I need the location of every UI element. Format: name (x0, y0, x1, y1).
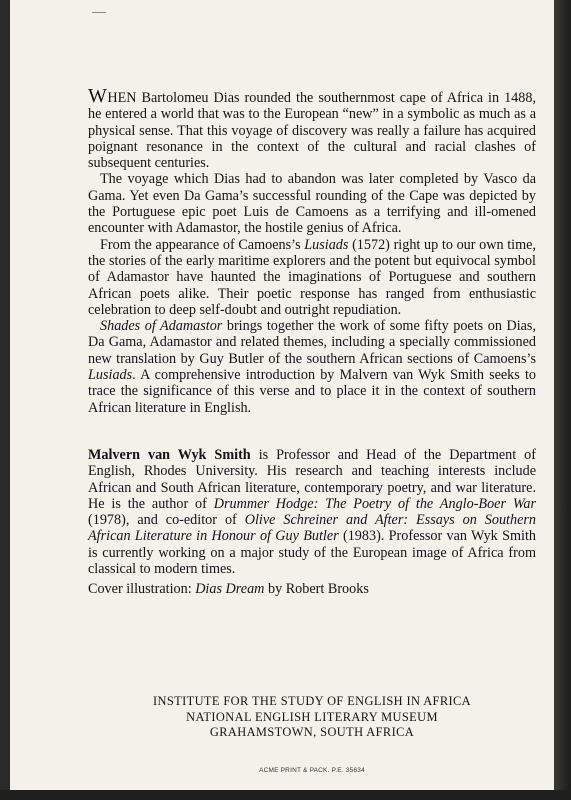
blurb-paragraph-4: Shades of Adamastor brings together the work of some fifty poets on Dias, Da Gama, Adamastor and related themes, including a specially commissioned new translation by Guy Butler of the southern African sections of Camoens’s Lusiads. A comprehensive introduction by Malvern van Wyk Smith seeks to trace the significance of this verse and to place it in the context of southern African literature in English. (88, 318, 537, 416)
blurb (88, 85, 537, 416)
publisher-block (88, 694, 536, 741)
blurb-paragraph-1: WHEN Bartolomeu Dias rounded the southernmost cape of Africa in 1488, he entered a world that was to the European “new” in a symbolic as much as a physical sense. That this voyage of discovery was really a failure has acquired poignant resonance in the context of the cultural and racial clashes of subsequent centuries. (88, 85, 536, 172)
publisher-line-3: GRAHAMSTOWN, SOUTH AFRICA (209, 725, 415, 739)
pencil-mark (92, 12, 106, 13)
scan-edge-right (554, 0, 571, 800)
drop-cap: W (88, 85, 108, 107)
author-name: Malvern van Wyk Smith (88, 447, 251, 463)
book-title: Shades of Adamastor (100, 318, 223, 335)
back-cover (10, 0, 554, 790)
author-bio: Malvern van Wyk Smith is Professor and Head of the Department of English, Rhodes University. His research and teaching interests include African and South African literature, contemporary poetry, and war literature. He is the author of Drummer Hodge: The Poetry of the Anglo-Boer War (1978), and co-editor of Olive Schreiner and After: Essays on Southern African Literature in Honour of Guy Butler (1983). Professor van Wyk Smith is currently working on a major study of the European image of Africa from classical to modern times. (88, 447, 536, 578)
book-title: Drummer Hodge: The Poetry of the Anglo-Boer War (213, 495, 536, 512)
illustration-title: Dias Dream (195, 581, 265, 597)
book-title: Lusiads (304, 236, 349, 253)
blurb-paragraph-2: The voyage which Dias had to abandon was later completed by Vasco da Gama. Yet even Da Gama’s successful rounding of the Cape was depicted by the Portuguese epic poet Luis de Camoens as a terrifying and ill-omened encounter with Adamastor, the hostile genius of Africa. (88, 171, 536, 237)
printer-credit: ACME PRINT & PACK. P.E. 35634 (259, 767, 365, 774)
blurb-paragraph-3: From the appearance of Camoens’s Lusiads (1572) right up to our own time, the stories of the early maritime explorers and the potent but equivocal symbol of Adamastor have haunted the imaginations of Portuguese and southern African poets alike. Their poetic response has ranged from enthusiastic celebration to deep self-doubt and outright repudiation. (88, 236, 537, 318)
scan-edge-bottom (0, 790, 571, 800)
cover-credit: Cover illustration: Dias Dream by Robert Brooks (88, 581, 369, 597)
book-title: Olive Schreiner and After: Essays on Southern African Literature in Honour of Guy Butler (88, 512, 536, 545)
book-title: Lusiads (88, 367, 133, 384)
publisher-line-2: NATIONAL ENGLISH LITERARY MUSEUM (186, 709, 438, 724)
publisher-line-1: INSTITUTE FOR THE STUDY OF ENGLISH IN AFRICA (152, 694, 472, 708)
